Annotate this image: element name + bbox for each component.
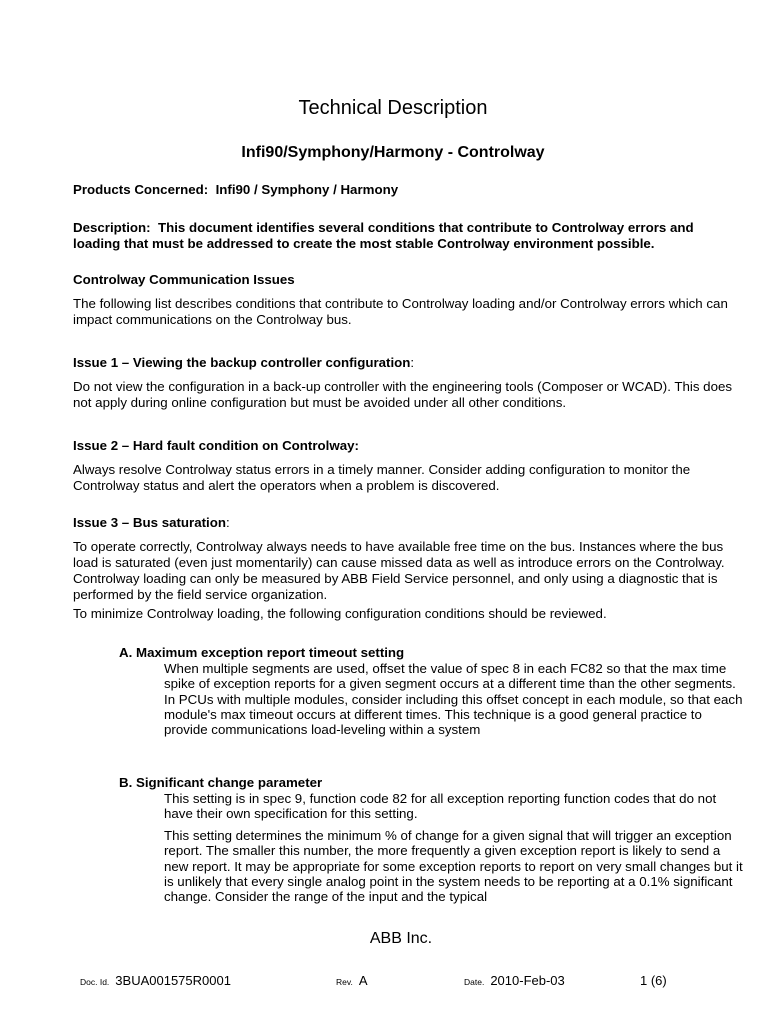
document-title: Technical Description: [298, 97, 488, 119]
footer-page-number: 1 (6): [640, 973, 667, 988]
issue-2-heading: Issue 2 – Hard fault condition on Controlway:: [73, 438, 359, 453]
issue-1-heading-suffix: :: [410, 355, 415, 370]
footer-doc-label: Doc. Id.: [80, 977, 110, 987]
products-concerned: [73, 182, 733, 198]
item-b-text-2: This setting determines the minimum % of change for a given signal that will trigger an exception report. The smaller this number, the more frequently a given exception report is likely to send a new report. It may be appropriate for some exception reports to report on very small changes but it is unlikely that every single analog point in the system needs to be reporting at a 0.1% significant change. Consider the range of the input and the typical: [164, 828, 743, 905]
item-a-heading: A. Maximum exception report timeout setting: [119, 645, 405, 660]
footer-date-value: 2010-Feb-03: [490, 973, 565, 988]
issue-3-heading-suffix: :: [225, 515, 230, 530]
section-heading: Controlway Communication Issues: [73, 272, 295, 287]
issue-3-text: To operate correctly, Controlway always needs to have available free time on the bus. Instances where the bus load is saturated (even just momentarily) can cause missed data as well as introduce errors on the Controlway. Controlway loading can only be measured by ABB Field Service personnel, and only using a diagnostic that is performed by the field service organization.: [73, 539, 725, 602]
description-paragraph: [73, 220, 733, 252]
footer-date-label: Date.: [464, 977, 485, 987]
item-a-text: When multiple segments are used, offset the value of spec 8 in each FC82 so that the max time spike of exception reports for a given segment occurs at a different time than the other segments. In PCUs with multiple modules, consider including this offset concept in each module, so that each module's max timeout occurs at different times. This technique is a good general practice to provide communications load-leveling within a system: [164, 661, 743, 738]
issue-1-heading-text: Issue 1 – Viewing the backup controller configuration: [73, 355, 411, 370]
issue-3-heading-text: Issue 3 – Bus saturation: [73, 515, 226, 530]
description-text: This document identifies several conditions that contribute to Controlway errors and loading that must be addressed to create the most stable Controlway environment possible.: [73, 220, 694, 251]
company-name: ABB Inc.: [369, 930, 433, 947]
item-b-text: This setting is in spec 9, function code 82 for all exception reporting function codes that do not have their own specification for this setting.: [164, 791, 717, 822]
item-b-heading: B. Significant change parameter: [119, 775, 323, 790]
issue-1-heading: [73, 355, 733, 371]
issue-1-text: Do not view the configuration in a back-up controller with the engineering tools (Composer or WCAD). This does not apply during online configuration but must be avoided under all other conditions.: [73, 379, 733, 410]
products-label: Products Concerned:: [73, 182, 209, 197]
issue-2-text: Always resolve Controlway status errors in a timely manner. Consider adding configuration to monitor the Controlway status and alert the operators when a problem is discovered.: [73, 462, 691, 493]
section-intro: The following list describes conditions that contribute to Controlway loading and/or Controlway errors which can impact communications on the Controlway bus.: [73, 296, 728, 327]
footer-rev-label: Rev.: [336, 977, 353, 987]
footer-rev: [336, 973, 368, 990]
footer-doc-value: 3BUA001575R0001: [115, 973, 231, 988]
issue-3-heading: [73, 515, 733, 531]
document-subtitle: Infi90/Symphony/Harmony - Controlway: [241, 144, 545, 161]
footer-doc-id: [80, 973, 231, 990]
description-label: Description:: [73, 220, 151, 235]
footer-date: [464, 973, 565, 990]
footer-rev-value: A: [358, 973, 368, 988]
issue-3-text-2: To minimize Controlway loading, the following configuration conditions should be reviewed.: [73, 606, 607, 621]
products-value: Infi90 / Symphony / Harmony: [215, 182, 399, 197]
